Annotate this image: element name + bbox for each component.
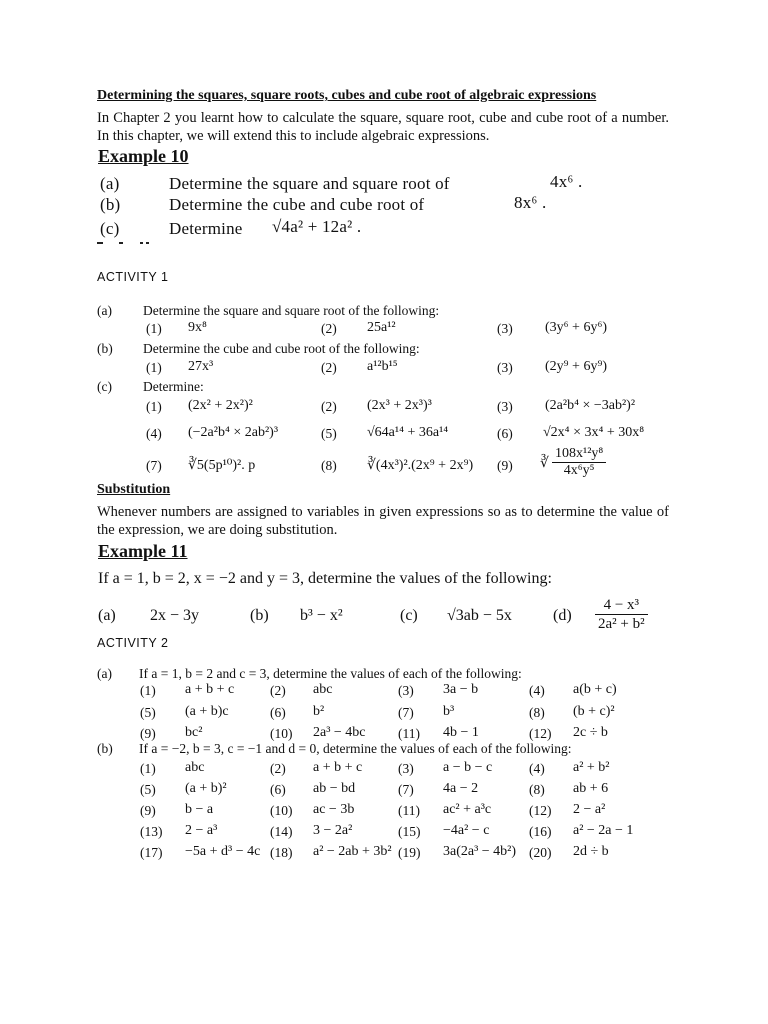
item-number: (3) xyxy=(497,360,513,375)
item-number: (4) xyxy=(529,683,545,698)
item-number: (2) xyxy=(321,321,337,336)
item-number: (20) xyxy=(529,845,552,860)
example-10-item-a-text: Determine the square and square root of xyxy=(169,174,450,193)
math-expression: ∛5(5p¹⁰)². p xyxy=(188,458,256,473)
item-number: (1) xyxy=(140,683,156,698)
math-expression: abc xyxy=(185,760,205,775)
item-number: (8) xyxy=(321,458,337,473)
example-11-title: Example 11 xyxy=(98,541,188,561)
math-expression: b − a xyxy=(185,802,214,817)
math-expression: (2x² + 2x²)² xyxy=(188,398,253,413)
item-number: (7) xyxy=(146,458,162,473)
item-number: (10) xyxy=(270,803,293,818)
item-number: (9) xyxy=(140,726,156,741)
item-number: (c) xyxy=(400,607,418,624)
item-number: (15) xyxy=(398,824,421,839)
item-number: (a) xyxy=(98,607,116,624)
math-expression: 2a³ − 4bc xyxy=(313,725,366,740)
item-number: (7) xyxy=(398,782,414,797)
math-expression: ∛(4x³)².(2x⁹ + 2x⁹) xyxy=(367,458,474,473)
item-number: (5) xyxy=(140,705,156,720)
math-expression: ac − 3b xyxy=(313,802,355,817)
example-11-prompt: If a = 1, b = 2, x = −2 and y = 3, determine the values of the following: xyxy=(98,570,552,587)
math-expression: b³ − x² xyxy=(300,607,343,624)
example-10-item-a-label: (a) xyxy=(100,174,120,193)
math-expression: 4b − 1 xyxy=(443,725,479,740)
item-number: (6) xyxy=(270,782,286,797)
activity-1-b-label: (b) xyxy=(97,341,113,356)
math-expression: 2 − a³ xyxy=(185,823,218,838)
example-10-item-c-expr: √4a² + 12a² . xyxy=(272,217,362,236)
item-number: (8) xyxy=(529,705,545,720)
activity-2-b-prompt: If a = −2, b = 3, c = −1 and d = 0, determine the values of each of the following: xyxy=(139,741,572,756)
example-10-item-c-label: (c) xyxy=(100,219,120,238)
math-expression: a − b − c xyxy=(443,760,493,775)
activity-2-b-label: (b) xyxy=(97,741,113,756)
example-10-item-c-text: Determine xyxy=(169,219,243,238)
math-expression: bc² xyxy=(185,725,203,740)
item-number: (7) xyxy=(398,705,414,720)
math-expression: 3a(2a³ − 4b²) xyxy=(443,844,517,859)
fraction-numerator: 4 − x³ xyxy=(595,596,648,615)
example-10-item-b-label: (b) xyxy=(100,195,121,214)
item-number: (5) xyxy=(321,426,337,441)
math-expression: a + b + c xyxy=(185,682,235,697)
item-number: (1) xyxy=(146,360,162,375)
item-number: (9) xyxy=(497,458,513,473)
item-number: (8) xyxy=(529,782,545,797)
activity-1-b-text: Determine the cube and cube root of the following: xyxy=(143,341,420,356)
section-heading: Determining the squares, square roots, cubes and cube root of algebraic expressions xyxy=(97,88,597,103)
item-number: (2) xyxy=(270,683,286,698)
math-expression: (a + b)² xyxy=(185,781,227,796)
math-expression: ac² + a³c xyxy=(443,802,492,817)
math-expression: (a + b)c xyxy=(185,704,229,719)
math-expression: √2x⁴ × 3x⁴ + 30x⁸ xyxy=(543,425,645,440)
item-number: (1) xyxy=(140,761,156,776)
fraction-numerator: 108x¹²y⁸ xyxy=(552,446,606,463)
fraction-denominator: 2a² + b² xyxy=(598,616,645,632)
item-number: (1) xyxy=(146,321,162,336)
math-expression: (−2a²b⁴ × 2ab²)³ xyxy=(188,425,279,440)
substitution-paragraph: Whenever numbers are assigned to variables in given expressions so as to determine the value of the expression, we are doing substitution. xyxy=(97,504,669,538)
math-expression: 25a¹² xyxy=(367,320,396,335)
math-fraction xyxy=(595,596,648,633)
activity-2-a-label: (a) xyxy=(97,666,112,681)
math-expression: a² − 2ab + 3b² xyxy=(313,844,392,859)
example-10-item-a-expr: 4x⁶ . xyxy=(550,172,583,191)
math-expression: 2 − a² xyxy=(573,802,606,817)
math-expression: a² + b² xyxy=(573,760,610,775)
item-number: (3) xyxy=(398,761,414,776)
item-number: (19) xyxy=(398,845,421,860)
activity-2-title: ACTIVITY 2 xyxy=(97,636,169,650)
math-expression: 3a − b xyxy=(443,682,479,697)
item-number: (b) xyxy=(250,607,269,624)
math-expression: (2x³ + 2x³)³ xyxy=(367,398,432,413)
activity-1-c-label: (c) xyxy=(97,379,112,394)
math-expression: a¹²b¹⁵ xyxy=(367,359,398,374)
example-10-item-b-text: Determine the cube and cube root of xyxy=(169,195,425,214)
math-expression: b² xyxy=(313,704,325,719)
item-number: (10) xyxy=(270,726,293,741)
item-number: (4) xyxy=(529,761,545,776)
activity-2-a-prompt: If a = 1, b = 2 and c = 3, determine the values of each of the following: xyxy=(139,666,522,681)
math-expression: (2y⁹ + 6y⁹) xyxy=(545,359,607,374)
math-expression: ab + 6 xyxy=(573,781,609,796)
item-number: (d) xyxy=(553,607,572,624)
math-expression: a² − 2a − 1 xyxy=(573,823,634,838)
item-number: (11) xyxy=(398,803,420,818)
math-expression: a(b + c) xyxy=(573,682,617,697)
math-expression: (3y⁶ + 6y⁶) xyxy=(545,320,607,335)
item-number: (13) xyxy=(140,824,163,839)
item-number: (16) xyxy=(529,824,552,839)
item-number: (1) xyxy=(146,399,162,414)
math-expression: (2a²b⁴ × −3ab²)² xyxy=(545,398,636,413)
activity-1-a-text: Determine the square and square root of the following: xyxy=(143,303,440,318)
item-number: (18) xyxy=(270,845,293,860)
substitution-heading: Substitution xyxy=(97,482,171,497)
item-number: (3) xyxy=(497,399,513,414)
cube-root-sign: ∛ xyxy=(540,456,549,471)
example-10-item-b-expr: 8x⁶ . xyxy=(514,193,547,212)
fraction-denominator: 4x⁶y⁵ xyxy=(563,463,595,478)
activity-1-c-text: Determine: xyxy=(143,379,204,394)
math-expression: √3ab − 5x xyxy=(447,607,512,624)
math-expression: ab − bd xyxy=(313,781,356,796)
math-expression: 2d ÷ b xyxy=(573,844,609,859)
item-number: (2) xyxy=(321,360,337,375)
activity-1-a-label: (a) xyxy=(97,303,112,318)
item-number: (9) xyxy=(140,803,156,818)
math-fraction xyxy=(552,446,606,479)
item-number: (3) xyxy=(497,321,513,336)
item-number: (2) xyxy=(321,399,337,414)
item-number: (2) xyxy=(270,761,286,776)
item-number: (5) xyxy=(140,782,156,797)
item-number: (17) xyxy=(140,845,163,860)
math-expression: 4a − 2 xyxy=(443,781,479,796)
item-number: (6) xyxy=(270,705,286,720)
math-expression: −4a² − c xyxy=(443,823,490,838)
math-expression: √64a¹⁴ + 36a¹⁴ xyxy=(367,425,449,440)
math-expression: 9x⁸ xyxy=(188,320,207,335)
cropped-text-fragment xyxy=(97,241,157,245)
intro-paragraph: In Chapter 2 you learnt how to calculate the square, square root, cube and cube root of a number. In this chapter, we will extend this to include algebraic expressions. xyxy=(97,110,669,144)
math-expression: −5a + d³ − 4c xyxy=(185,844,261,859)
item-number: (4) xyxy=(146,426,162,441)
activity-1-title: ACTIVITY 1 xyxy=(97,270,169,284)
item-number: (11) xyxy=(398,726,420,741)
math-expression: 2x − 3y xyxy=(150,607,200,624)
math-expression: a + b + c xyxy=(313,760,363,775)
item-number: (3) xyxy=(398,683,414,698)
math-expression: (b + c)² xyxy=(573,704,615,719)
example-10-title: Example 10 xyxy=(98,146,189,166)
item-number: (14) xyxy=(270,824,293,839)
math-expression: 27x³ xyxy=(188,359,214,374)
math-expression: 2c ÷ b xyxy=(573,725,608,740)
math-expression: abc xyxy=(313,682,333,697)
math-expression: b³ xyxy=(443,704,455,719)
item-number: (6) xyxy=(497,426,513,441)
math-expression: 3 − 2a² xyxy=(313,823,353,838)
item-number: (12) xyxy=(529,803,552,818)
item-number: (12) xyxy=(529,726,552,741)
